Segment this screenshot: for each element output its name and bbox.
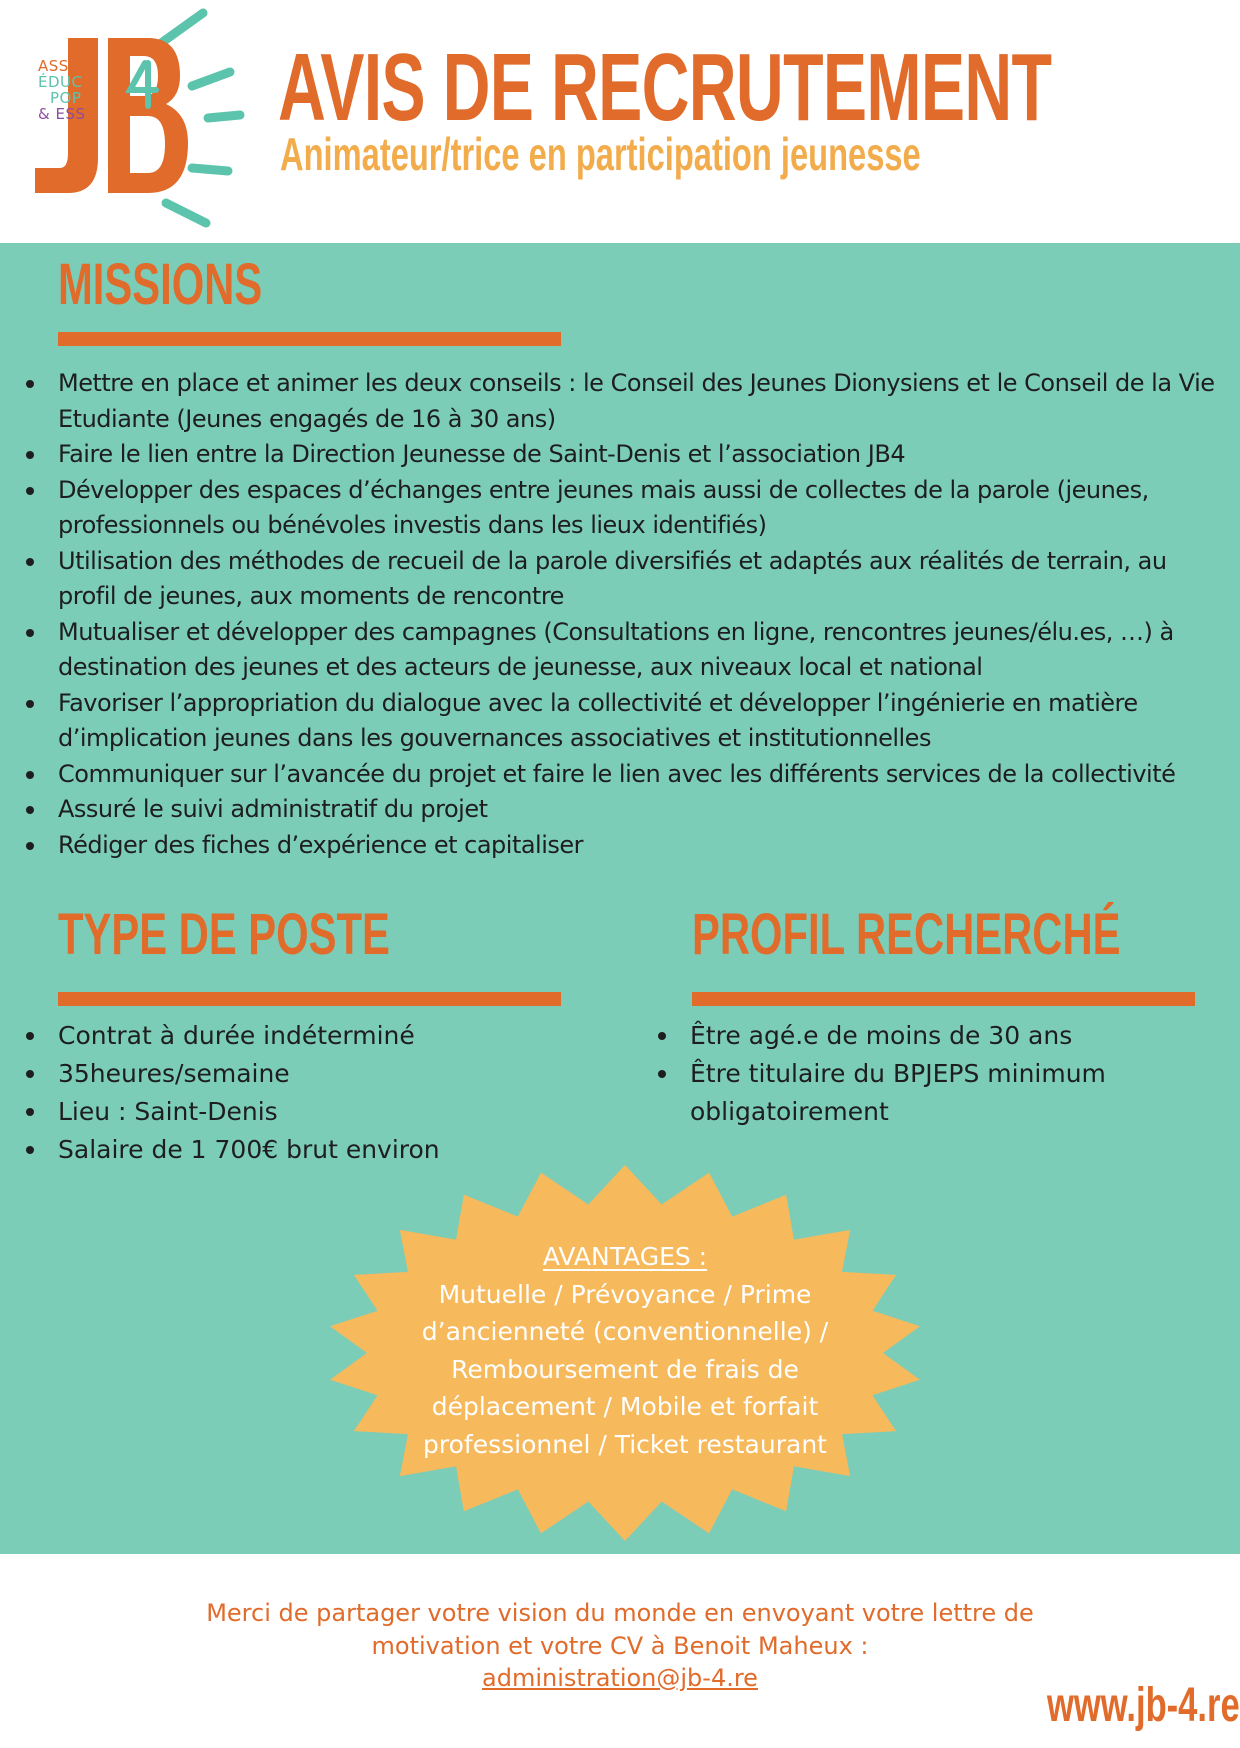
- avantages-text: Mutuelle / Prévoyance / Prime d’ancienneté (conventionnelle) / Remboursement de frais de déplacement / Mobile et forfait professionnel / Ticket restaurant: [421, 1279, 829, 1459]
- list-item: Développer des espaces d’échanges entre jeunes mais aussi de collectes de la parole (jeunes, professionnels ou bénévoles investis dans les lieux identifiés): [26, 473, 1226, 544]
- list-item: Utilisation des méthodes de recueil de la parole diversifiés et adaptés aux réalités de terrain, au profil de jeunes, aux moments de rencontre: [26, 544, 1226, 615]
- page-subtitle: Animateur/trice en participation jeunesse: [280, 128, 921, 180]
- list-item: Faire le lien entre la Direction Jeunesse de Saint-Denis et l’association JB4: [26, 437, 1226, 473]
- logo-tag-pop: POP: [50, 89, 82, 107]
- list-item: Être titulaire du BPJEPS minimum obligatoirement: [658, 1055, 1198, 1131]
- list-item: Salaire de 1 700€ brut environ: [26, 1131, 606, 1169]
- website-link[interactable]: www.jb-4.re: [1047, 1679, 1240, 1732]
- list-item: Mettre en place et animer les deux conseils : le Conseil des Jeunes Dionysiens et le Conseil de la Vie Etudiante (Jeunes engagés de 16 à 30 ans): [26, 366, 1226, 437]
- profil-title: PROFIL RECHERCHÉ: [692, 902, 1121, 967]
- email-link[interactable]: administration@jb-4.re: [482, 1664, 758, 1692]
- list-item: Assuré le suivi administratif du projet: [26, 792, 1226, 828]
- missions-title: MISSIONS: [58, 252, 263, 317]
- missions-underline: [58, 332, 561, 346]
- logo-tag-ess: & ESS: [38, 105, 86, 123]
- type-poste-list: [26, 1017, 606, 1169]
- list-item: Communiquer sur l’avancée du projet et faire le lien avec les différents services de la collectivité: [26, 757, 1226, 793]
- profil-underline: [692, 992, 1195, 1006]
- jb4-logo: [30, 8, 255, 233]
- list-item: Rédiger des fiches d’expérience et capitaliser: [26, 828, 1226, 864]
- logo-tag-asso: ASSO: [38, 57, 82, 75]
- avantages-title: AVANTAGES :: [542, 1242, 708, 1271]
- type-poste-underline: [58, 992, 561, 1006]
- logo-tag-educ: ÉDUC: [38, 73, 83, 91]
- missions-list: [26, 366, 1226, 863]
- list-item: Mutualiser et développer des campagnes (Consultations en ligne, rencontres jeunes/élu.es, …) à destination des jeunes et des acteurs de jeunesse, aux niveaux local et national: [26, 615, 1226, 686]
- footer-message: Merci de partager votre vision du monde en envoyant votre lettre de motivation et votre CV à Benoit Maheux :: [206, 1599, 1034, 1660]
- avantages-badge: [385, 1238, 865, 1463]
- list-item: Contrat à durée indéterminé: [26, 1017, 606, 1055]
- list-item: Favoriser l’appropriation du dialogue avec la collectivité et développer l’ingénierie en matière d’implication jeunes dans les gouvernances associatives et institutionnelles: [26, 686, 1226, 757]
- profil-list: [658, 1017, 1198, 1131]
- footer-message-block: [200, 1597, 1040, 1695]
- list-item: 35heures/semaine: [26, 1055, 606, 1093]
- list-item: Être agé.e de moins de 30 ans: [658, 1017, 1198, 1055]
- list-item: Lieu : Saint-Denis: [26, 1093, 606, 1131]
- type-poste-title: TYPE DE POSTE: [58, 902, 390, 967]
- page-title: AVIS DE RECRUTEMENT: [278, 34, 1052, 141]
